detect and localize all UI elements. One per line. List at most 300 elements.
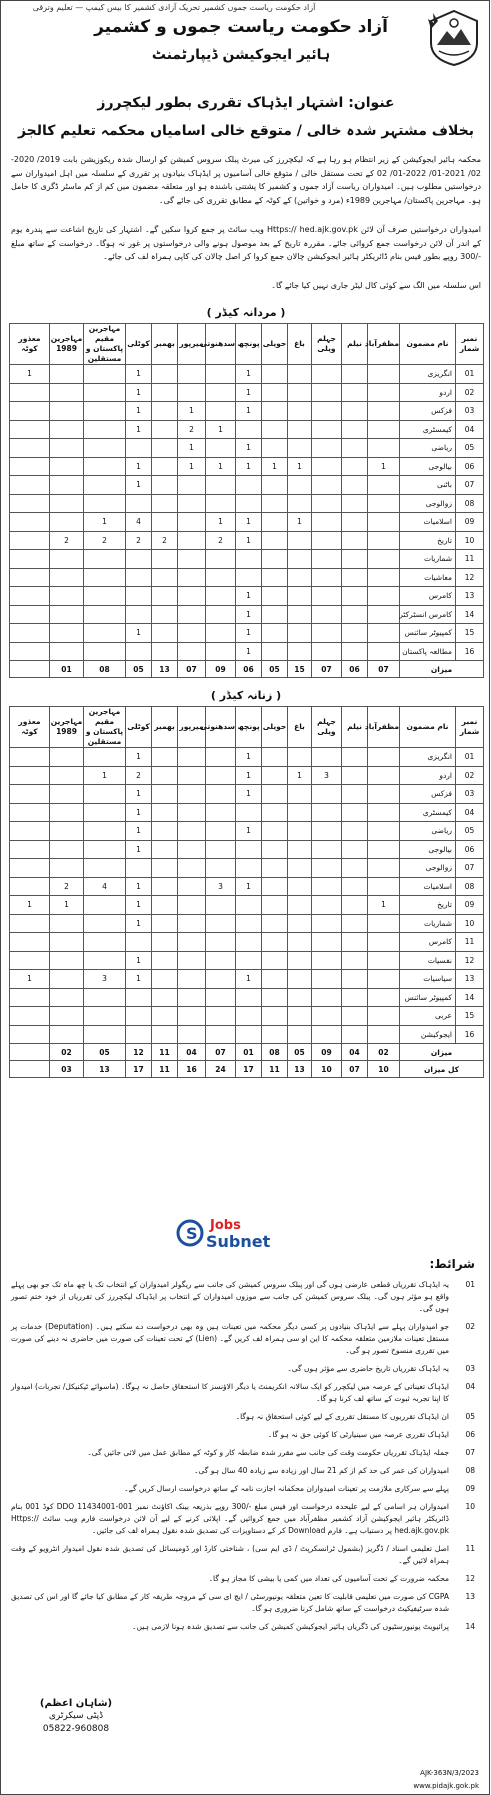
column-header: جہلم ویلی <box>312 324 342 365</box>
condition-number: 09 <box>465 1484 475 1493</box>
subject-cell: اسلامیات <box>400 513 456 532</box>
count-cell: 2 <box>126 531 152 550</box>
count-cell <box>262 951 288 970</box>
count-cell: 1 <box>50 896 84 915</box>
condition-number: 13 <box>465 1592 475 1601</box>
condition-text: پرائیویٹ یونیورسٹیوں کی ڈگریاں ہائیر ایجوکیشن کمیشن کی جانب سے تصدیق شدہ ہونا لازمی ہیں۔ <box>132 1622 449 1631</box>
condition-number: 12 <box>465 1574 475 1583</box>
count-cell <box>126 550 152 569</box>
count-cell <box>312 970 342 989</box>
total-label: میزان <box>400 661 484 678</box>
serial-cell: 04 <box>456 420 484 439</box>
count-cell <box>152 605 178 624</box>
count-cell <box>50 383 84 402</box>
count-cell <box>126 1025 152 1044</box>
count-cell <box>50 402 84 421</box>
count-cell <box>126 439 152 458</box>
count-cell <box>312 914 342 933</box>
table-row <box>10 970 484 989</box>
subject-cell: کمپیوٹر سائنس <box>400 988 456 1007</box>
count-cell <box>262 933 288 952</box>
subject-cell: زوالوجی <box>400 494 456 513</box>
condition-text: جو امیدواران پہلے سے ایڈہاک بنیادوں پر کسی دیگر محکمہ میں تعینات ہیں وہ بھی درخواست دے سکتے ہیں۔ (Deputation) خدمات پر مستقل تعینات ملازمین متعلقہ محکمہ کا این او سی ہمراہ لف کریں گے۔ (Lien) کے تحت تعینات کی صورت میں حاضری نہ دینے کی صورت میں تقرری منسوخ تصور ہو گی۔ <box>11 1322 449 1355</box>
count-cell <box>288 970 312 989</box>
total-cell: 04 <box>342 1044 368 1061</box>
count-cell <box>312 951 342 970</box>
serial-cell: 16 <box>456 642 484 661</box>
count-cell <box>126 988 152 1007</box>
count-cell <box>368 402 400 421</box>
count-cell <box>50 1025 84 1044</box>
serial-cell: 08 <box>456 877 484 896</box>
subject-cell: ایجوکیشن <box>400 1025 456 1044</box>
subject-subheading: بخلاف مشتہر شدہ خالی / متوقع خالی اسامیاں محکمہ تعلیم کالجز <box>17 123 475 139</box>
condition-item <box>11 1483 481 1495</box>
total-cell: 07 <box>178 661 206 678</box>
count-cell <box>288 1007 312 1026</box>
count-cell <box>152 383 178 402</box>
count-cell <box>368 513 400 532</box>
count-cell <box>152 748 178 767</box>
count-cell <box>262 420 288 439</box>
subject-cell: کیمسٹری <box>400 803 456 822</box>
count-cell <box>152 766 178 785</box>
condition-text: CGPA کی صورت میں تعلیمی قابلیت کا تعین متعلقہ یونیورسٹی / ایچ ای سی کے مروجہ طریقہ کار کے مطابق کیا جائے گا اور اس کی تصدیق شدہ سرٹیفیکیٹ درخواست کے ساتھ شامل کرنا ضروری ہو گا۔ <box>11 1592 449 1613</box>
count-cell <box>262 822 288 841</box>
count-cell: 1 <box>126 402 152 421</box>
count-cell <box>288 476 312 495</box>
condition-item <box>11 1279 481 1315</box>
count-cell <box>236 420 262 439</box>
count-cell: 2 <box>126 766 152 785</box>
condition-text: پہلے سے سرکاری ملازمت پر تعینات امیدواران محکمانہ اجازت نامہ کے ساتھ درخواست ارسال کریں گے۔ <box>124 1484 449 1493</box>
count-cell: 2 <box>178 420 206 439</box>
total-cell: 11 <box>152 1061 178 1078</box>
count-cell <box>236 803 262 822</box>
condition-item <box>11 1381 481 1405</box>
count-cell <box>178 1007 206 1026</box>
count-cell: 1 <box>126 914 152 933</box>
count-cell <box>342 476 368 495</box>
column-header: میرپور <box>178 707 206 748</box>
count-cell <box>10 642 50 661</box>
subject-cell: تاریخ <box>400 531 456 550</box>
table-row <box>10 587 484 606</box>
count-cell <box>152 785 178 804</box>
count-cell <box>262 513 288 532</box>
count-cell <box>342 951 368 970</box>
count-cell <box>50 914 84 933</box>
count-cell <box>152 402 178 421</box>
count-cell <box>342 748 368 767</box>
total-row <box>10 661 484 678</box>
count-cell <box>84 748 126 767</box>
condition-text: ایڈہاک تقرری عرصہ میں سینیارٹی کا کوئی حق نہ ہو گا۔ <box>267 1430 449 1439</box>
condition-item <box>11 1621 481 1633</box>
count-cell <box>152 822 178 841</box>
subject-cell: اردو <box>400 383 456 402</box>
count-cell <box>236 550 262 569</box>
count-cell <box>342 766 368 785</box>
count-cell <box>84 494 126 513</box>
table-row <box>10 494 484 513</box>
count-cell <box>152 457 178 476</box>
total-cell: 02 <box>50 1044 84 1061</box>
serial-cell: 07 <box>456 476 484 495</box>
count-cell <box>342 859 368 878</box>
count-cell <box>50 476 84 495</box>
count-cell: 1 <box>288 766 312 785</box>
count-cell <box>178 951 206 970</box>
count-cell <box>10 402 50 421</box>
table-row <box>10 914 484 933</box>
column-header: سدھنوتی <box>206 707 236 748</box>
table-row <box>10 402 484 421</box>
count-cell <box>50 785 84 804</box>
count-cell <box>368 605 400 624</box>
count-cell <box>178 642 206 661</box>
count-cell <box>178 476 206 495</box>
table-row <box>10 513 484 532</box>
count-cell <box>10 531 50 550</box>
column-header: نام مضمون <box>400 707 456 748</box>
count-cell <box>342 624 368 643</box>
count-cell <box>312 988 342 1007</box>
subject-cell: فزکس <box>400 402 456 421</box>
count-cell <box>368 420 400 439</box>
total-cell <box>10 1061 50 1078</box>
count-cell <box>206 785 236 804</box>
count-cell <box>84 642 126 661</box>
count-cell <box>288 988 312 1007</box>
count-cell: 4 <box>126 513 152 532</box>
condition-item <box>11 1573 481 1585</box>
count-cell: 4 <box>84 877 126 896</box>
column-header: مظفرآباد <box>368 324 400 365</box>
count-cell <box>84 933 126 952</box>
count-cell <box>368 642 400 661</box>
count-cell: 1 <box>236 457 262 476</box>
count-cell <box>288 840 312 859</box>
count-cell <box>368 877 400 896</box>
count-cell <box>206 587 236 606</box>
count-cell <box>178 605 206 624</box>
count-cell <box>262 1007 288 1026</box>
count-cell <box>178 933 206 952</box>
table-row <box>10 803 484 822</box>
count-cell <box>262 365 288 384</box>
count-cell <box>206 476 236 495</box>
condition-text: جملہ ایڈہاک تقرریاں حکومت وقت کی جانب سے مقرر شدہ ضابطہ کار و کوٹہ کے مطابق عمل میں لائی جائیں گی۔ <box>87 1448 449 1457</box>
count-cell <box>50 766 84 785</box>
serial-cell: 07 <box>456 859 484 878</box>
count-cell <box>10 624 50 643</box>
column-header: کوٹلی <box>126 707 152 748</box>
subject-cell: کیمسٹری <box>400 420 456 439</box>
table-row <box>10 896 484 915</box>
count-cell <box>178 970 206 989</box>
male-cadre-caption: ( مردانہ کیڈر ) <box>206 306 286 319</box>
subject-cell: بیالوجی <box>400 840 456 859</box>
count-cell <box>262 439 288 458</box>
column-header: نیلم <box>342 324 368 365</box>
count-cell <box>312 494 342 513</box>
count-cell <box>10 568 50 587</box>
count-cell <box>288 933 312 952</box>
count-cell <box>312 383 342 402</box>
table-row <box>10 840 484 859</box>
count-cell <box>152 988 178 1007</box>
total-cell <box>10 1044 50 1061</box>
count-cell <box>84 420 126 439</box>
count-cell <box>50 840 84 859</box>
count-cell <box>262 766 288 785</box>
subject-cell: فزکس <box>400 785 456 804</box>
count-cell <box>342 457 368 476</box>
count-cell <box>126 1007 152 1026</box>
count-cell <box>178 568 206 587</box>
total-cell: 13 <box>288 1061 312 1078</box>
count-cell <box>206 365 236 384</box>
table-header-row <box>10 707 484 748</box>
count-cell <box>10 914 50 933</box>
count-cell <box>262 988 288 1007</box>
count-cell <box>10 550 50 569</box>
count-cell <box>84 840 126 859</box>
table-row <box>10 476 484 495</box>
total-cell: 07 <box>312 661 342 678</box>
count-cell <box>312 476 342 495</box>
count-cell <box>342 914 368 933</box>
serial-cell: 04 <box>456 803 484 822</box>
table-row <box>10 531 484 550</box>
serial-cell: 15 <box>456 624 484 643</box>
serial-cell: 01 <box>456 365 484 384</box>
count-cell <box>312 587 342 606</box>
count-cell <box>178 877 206 896</box>
count-cell <box>342 550 368 569</box>
count-cell <box>50 420 84 439</box>
count-cell: 1 <box>84 766 126 785</box>
count-cell <box>50 587 84 606</box>
count-cell <box>206 605 236 624</box>
count-cell <box>206 933 236 952</box>
count-cell <box>84 988 126 1007</box>
count-cell <box>84 785 126 804</box>
count-cell <box>10 859 50 878</box>
serial-cell: 12 <box>456 568 484 587</box>
count-cell <box>152 568 178 587</box>
serial-cell: 09 <box>456 513 484 532</box>
count-cell <box>126 587 152 606</box>
count-cell <box>262 748 288 767</box>
count-cell <box>10 766 50 785</box>
condition-text: یہ ایڈہاک تقرریاں تاریخ حاضری سے مؤثر ہوں گی۔ <box>287 1364 449 1373</box>
count-cell <box>368 383 400 402</box>
serial-cell: 02 <box>456 766 484 785</box>
total-cell: 07 <box>206 1044 236 1061</box>
count-cell <box>288 439 312 458</box>
count-cell <box>288 914 312 933</box>
signature-block <box>21 1697 131 1736</box>
count-cell <box>368 748 400 767</box>
count-cell <box>84 859 126 878</box>
count-cell <box>312 642 342 661</box>
count-cell <box>178 748 206 767</box>
condition-text: اصل تعلیمی اسناد / ڈگریز (بشمول ٹرانسکرپٹ / ڈی ایم سی) ، شناختی کارڈ اور ڈومیسائل کی تصدیق شدہ نقول امیدوار انٹرویو کے وقت ہمراہ لائیں گے۔ <box>11 1544 449 1565</box>
condition-number: 03 <box>465 1364 475 1373</box>
column-header: جہلم ویلی <box>312 707 342 748</box>
column-header: مہاجرین 1989 <box>50 707 84 748</box>
count-cell <box>236 951 262 970</box>
count-cell <box>368 568 400 587</box>
count-cell <box>262 840 288 859</box>
count-cell <box>84 822 126 841</box>
count-cell <box>50 748 84 767</box>
condition-number: 08 <box>465 1466 475 1475</box>
count-cell: 1 <box>126 951 152 970</box>
count-cell: 1 <box>236 402 262 421</box>
count-cell <box>288 822 312 841</box>
count-cell <box>288 877 312 896</box>
count-cell <box>288 859 312 878</box>
column-header: مظفرآباد <box>368 707 400 748</box>
count-cell: 1 <box>126 896 152 915</box>
total-cell: 02 <box>368 1044 400 1061</box>
table-row <box>10 877 484 896</box>
count-cell <box>288 383 312 402</box>
count-cell <box>10 933 50 952</box>
svg-text:Subnet: Subnet <box>206 1232 271 1251</box>
total-cell: 05 <box>262 661 288 678</box>
count-cell <box>206 439 236 458</box>
count-cell <box>236 988 262 1007</box>
column-header: نمبر شمار <box>456 324 484 365</box>
count-cell <box>312 933 342 952</box>
serial-cell: 12 <box>456 951 484 970</box>
count-cell <box>368 476 400 495</box>
count-cell <box>84 1007 126 1026</box>
count-cell <box>342 568 368 587</box>
count-cell: 1 <box>126 420 152 439</box>
count-cell: 1 <box>236 642 262 661</box>
subject-cell: کامرس انسٹرکٹر <box>400 605 456 624</box>
count-cell <box>84 896 126 915</box>
count-cell <box>10 513 50 532</box>
table-row <box>10 859 484 878</box>
count-cell <box>236 494 262 513</box>
count-cell <box>312 531 342 550</box>
count-cell <box>206 766 236 785</box>
count-cell <box>342 402 368 421</box>
count-cell <box>50 624 84 643</box>
column-header: مہاجرین مقیم پاکستان و مستقلین <box>84 324 126 365</box>
table-row <box>10 1025 484 1044</box>
count-cell <box>288 896 312 915</box>
department-title: ہائیر ایجوکیشن ڈیپارٹمنٹ <box>151 47 331 63</box>
count-cell <box>10 1025 50 1044</box>
subject-cell: اسلامیات <box>400 877 456 896</box>
count-cell: 1 <box>178 439 206 458</box>
count-cell <box>312 785 342 804</box>
count-cell: 1 <box>10 365 50 384</box>
header-slogan: آزاد حکومت ریاست جموں کشمیر تحریک آزادی کشمیر کا بیس کیمپ — تعلیم وترقی <box>32 3 316 12</box>
count-cell <box>342 513 368 532</box>
count-cell <box>312 748 342 767</box>
count-cell <box>152 587 178 606</box>
count-cell: 1 <box>126 476 152 495</box>
conditions-title: شرائط: <box>429 1257 475 1271</box>
count-cell: 1 <box>288 513 312 532</box>
count-cell <box>236 1007 262 1026</box>
count-cell: 1 <box>262 457 288 476</box>
count-cell <box>312 420 342 439</box>
column-header: مہاجرین 1989 <box>50 324 84 365</box>
serial-cell: 15 <box>456 1007 484 1026</box>
column-header: مہاجرین مقیم پاکستان و مستقلین <box>84 707 126 748</box>
count-cell <box>368 970 400 989</box>
subject-cell: ریاضی <box>400 822 456 841</box>
count-cell <box>368 859 400 878</box>
count-cell <box>288 624 312 643</box>
count-cell <box>178 513 206 532</box>
condition-text: ان ایڈہاک تقرریوں کا مستقل تقرری کے لیے کوئی استحقاق نہ ہوگا۔ <box>235 1412 449 1421</box>
count-cell: 1 <box>126 822 152 841</box>
condition-number: 02 <box>465 1322 475 1331</box>
count-cell <box>50 1007 84 1026</box>
total-label: میزان <box>400 1044 484 1061</box>
total-row <box>10 1044 484 1061</box>
male-cadre-table <box>9 323 484 678</box>
count-cell <box>50 988 84 1007</box>
count-cell <box>342 383 368 402</box>
table-header-row <box>10 324 484 365</box>
count-cell <box>312 568 342 587</box>
count-cell <box>10 476 50 495</box>
serial-cell: 05 <box>456 439 484 458</box>
total-cell: 16 <box>178 1061 206 1078</box>
count-cell: 2 <box>84 531 126 550</box>
count-cell <box>152 896 178 915</box>
count-cell <box>206 550 236 569</box>
count-cell <box>84 803 126 822</box>
svg-text:Jobs: Jobs <box>210 1218 241 1233</box>
count-cell: 1 <box>236 513 262 532</box>
count-cell <box>178 785 206 804</box>
count-cell <box>368 840 400 859</box>
count-cell <box>262 785 288 804</box>
count-cell <box>262 970 288 989</box>
count-cell <box>262 642 288 661</box>
count-cell <box>152 914 178 933</box>
count-cell <box>84 402 126 421</box>
count-cell <box>178 550 206 569</box>
column-header: نمبر شمار <box>456 707 484 748</box>
count-cell <box>312 402 342 421</box>
count-cell <box>288 951 312 970</box>
count-cell <box>236 896 262 915</box>
count-cell <box>84 457 126 476</box>
condition-text: امیدواران ہر اسامی کے لیے علیحدہ درخواست اور فیس مبلغ -/300 روپے بذریعہ بینک اکاؤنٹ نمبر 001-11434001 DDO کوڈ 001 بنام ڈائریکٹر ہائیر ایجوکیشن آزاد کشمیر مظفرآباد میں جمع کروائیں گے۔ اپلائی کرنے کے لیے آن لائن درخواست فارم ویب سائٹ Https:// hed.ajk.gov.pk پر دستیاب ہے۔ فارم Download کر کے دستاویزات کی تصدیق شدہ نقول ہمراہ لف کی جائیں۔ <box>11 1502 449 1535</box>
table-row <box>10 383 484 402</box>
subject-cell: مطالعہ پاکستان <box>400 642 456 661</box>
count-cell: 2 <box>152 531 178 550</box>
count-cell: 1 <box>236 624 262 643</box>
count-cell <box>312 550 342 569</box>
total-cell: 11 <box>152 1044 178 1061</box>
count-cell <box>10 605 50 624</box>
count-cell: 1 <box>126 748 152 767</box>
